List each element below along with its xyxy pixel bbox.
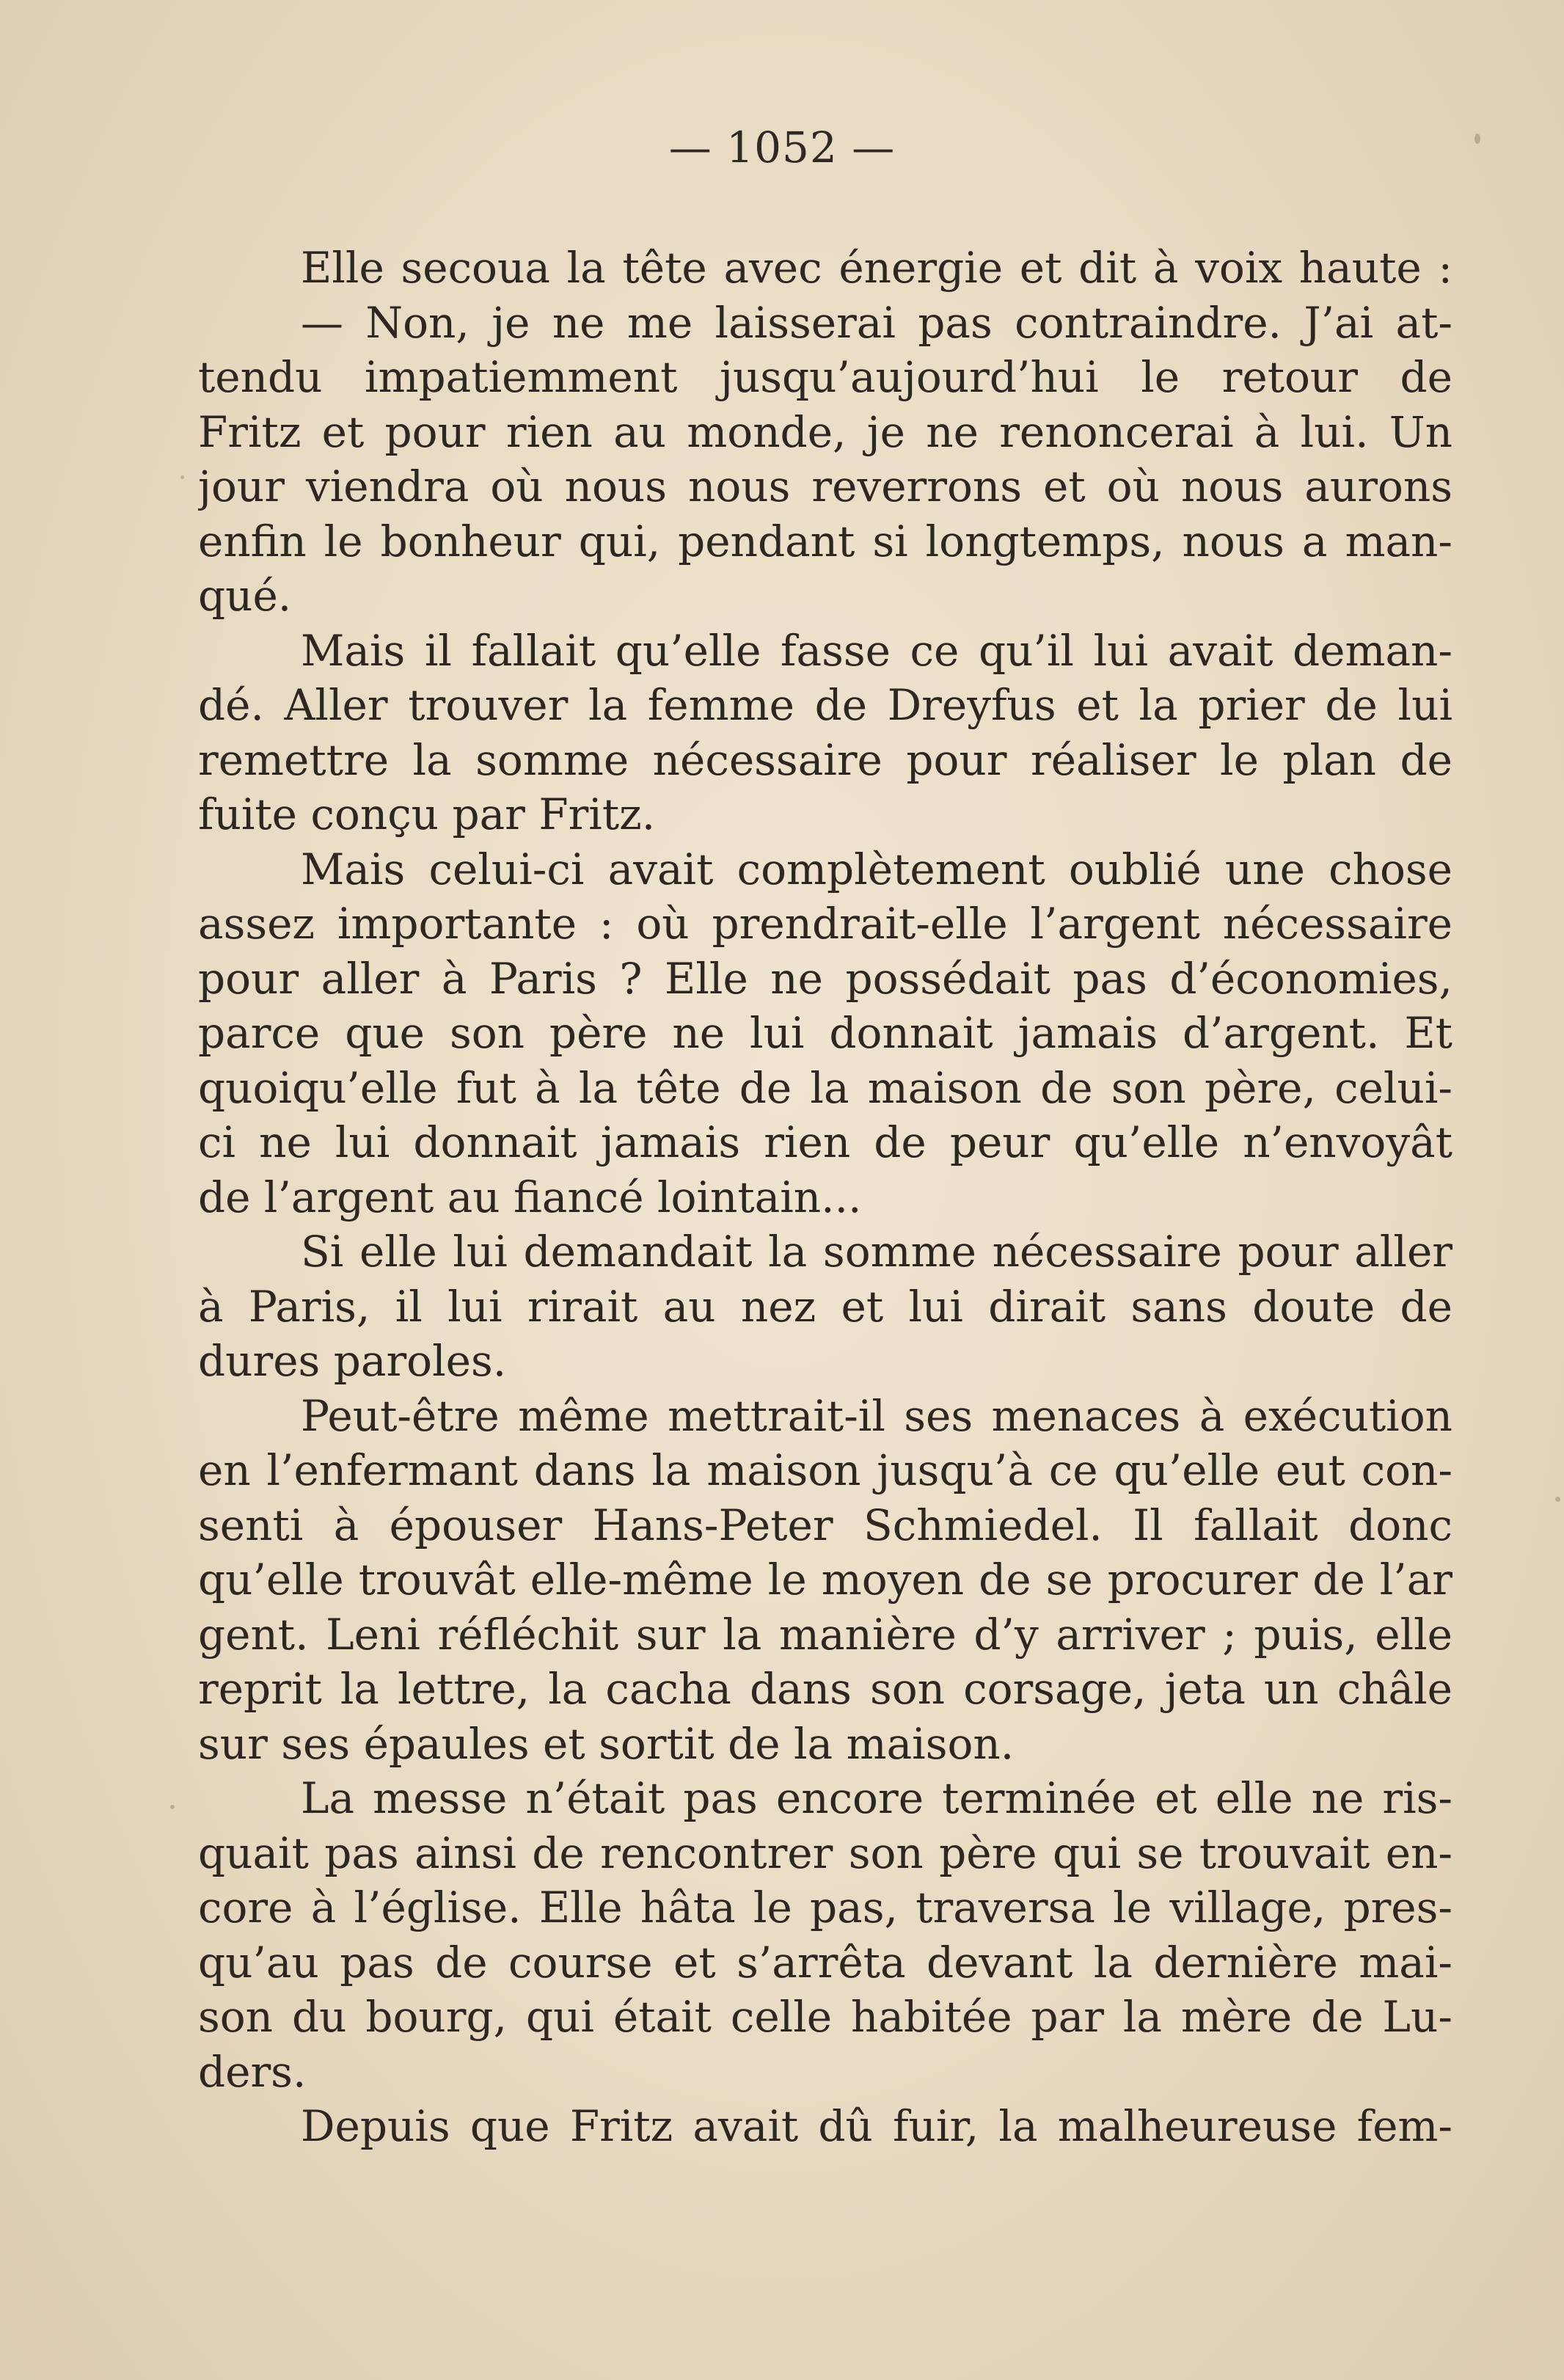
- text-line: reprit la lettre, la cacha dans son corsage, jeta un châle: [198, 1664, 1452, 1714]
- text-line: Depuis que Fritz avait dû fuir, la malheureuse fem-: [301, 2101, 1452, 2151]
- text-line: son du bourg, qui était celle habitée par la mère de Lu-: [198, 1992, 1452, 2042]
- text-line: sur ses épaules et sortit de la maison.: [198, 1718, 1015, 1769]
- text-line: — Non, je ne me laisserai pas contraindre. J’ai at-: [301, 297, 1452, 348]
- text-line: Elle secoua la tête avec énergie et dit à voix haute :: [301, 243, 1452, 293]
- text-line: Si elle lui demandait la somme nécessaire pour aller: [301, 1227, 1452, 1277]
- text-line: jour viendra où nous nous reverrons et où nous aurons: [198, 461, 1452, 511]
- text-line: en l’enfermant dans la maison jusqu’à ce qu’elle eut con-: [198, 1445, 1452, 1495]
- text-line: senti à épouser Hans-Peter Schmiedel. Il fallait donc: [198, 1500, 1452, 1550]
- text-line: dures paroles.: [198, 1336, 507, 1386]
- text-line: enfin le bonheur qui, pendant si longtemps, nous a man-: [198, 516, 1452, 566]
- text-line: Fritz et pour rien au monde, je ne renoncerai à lui. Un: [198, 406, 1452, 457]
- text-line: assez importante : où prendrait-elle l’argent nécessaire: [198, 899, 1452, 949]
- text-line: qu’au pas de course et s’arrêta devant la dernière mai-: [198, 1937, 1452, 1987]
- text-line: de l’argent au fiancé lointain...: [198, 1172, 862, 1222]
- text-line: La messe n’était pas encore terminée et elle ne ris-: [301, 1773, 1452, 1823]
- paper-speck: [180, 475, 184, 479]
- text-line: Peut-être même mettrait-il ses menaces à exécution: [301, 1390, 1452, 1441]
- text-line: qu’elle trouvât elle-même le moyen de se procurer de l’ar: [198, 1555, 1452, 1605]
- paper-speck: [170, 1805, 175, 1809]
- text-line: pour aller à Paris ? Elle ne possédait pas d’économies,: [198, 953, 1452, 1004]
- paper-speck: [1555, 1497, 1560, 1502]
- text-line: tendu impatiemment jusqu’aujourd’hui le retour de: [198, 352, 1452, 402]
- body-text: [198, 241, 1452, 2154]
- text-line: ci ne lui donnait jamais rien de peur qu’elle n’envoyât: [198, 1117, 1452, 1167]
- text-line: à Paris, il lui rirait au nez et lui dirait sans doute de: [198, 1281, 1452, 1332]
- text-line: dé. Aller trouver la femme de Dreyfus et la prier de lui: [198, 680, 1452, 730]
- paper-speck: [1475, 134, 1480, 144]
- text-line: gent. Leni réfléchit sur la manière d’y arriver ; puis, elle: [198, 1609, 1452, 1660]
- text-line: core à l’église. Elle hâta le pas, traversa le village, pres-: [198, 1883, 1452, 1932]
- text-line: ders.: [198, 2046, 307, 2097]
- text-line: Mais il fallait qu’elle fasse ce qu’il lui avait deman-: [301, 625, 1452, 676]
- page-number: — 1052 —: [668, 123, 896, 172]
- text-line: quait pas ainsi de rencontrer son père qui se trouvait en-: [198, 1828, 1452, 1878]
- text-line: Mais celui-ci avait complètement oublié une chose: [301, 844, 1452, 894]
- text-line: parce que son père ne lui donnait jamais d’argent. Et: [198, 1008, 1452, 1058]
- text-line: remettre la somme nécessaire pour réaliser le plan de: [198, 734, 1452, 785]
- text-line: qué.: [198, 571, 292, 621]
- text-line: fuite conçu par Fritz.: [198, 789, 656, 839]
- text-line: quoiqu’elle fut à la tête de la maison de son père, celui-: [198, 1062, 1452, 1113]
